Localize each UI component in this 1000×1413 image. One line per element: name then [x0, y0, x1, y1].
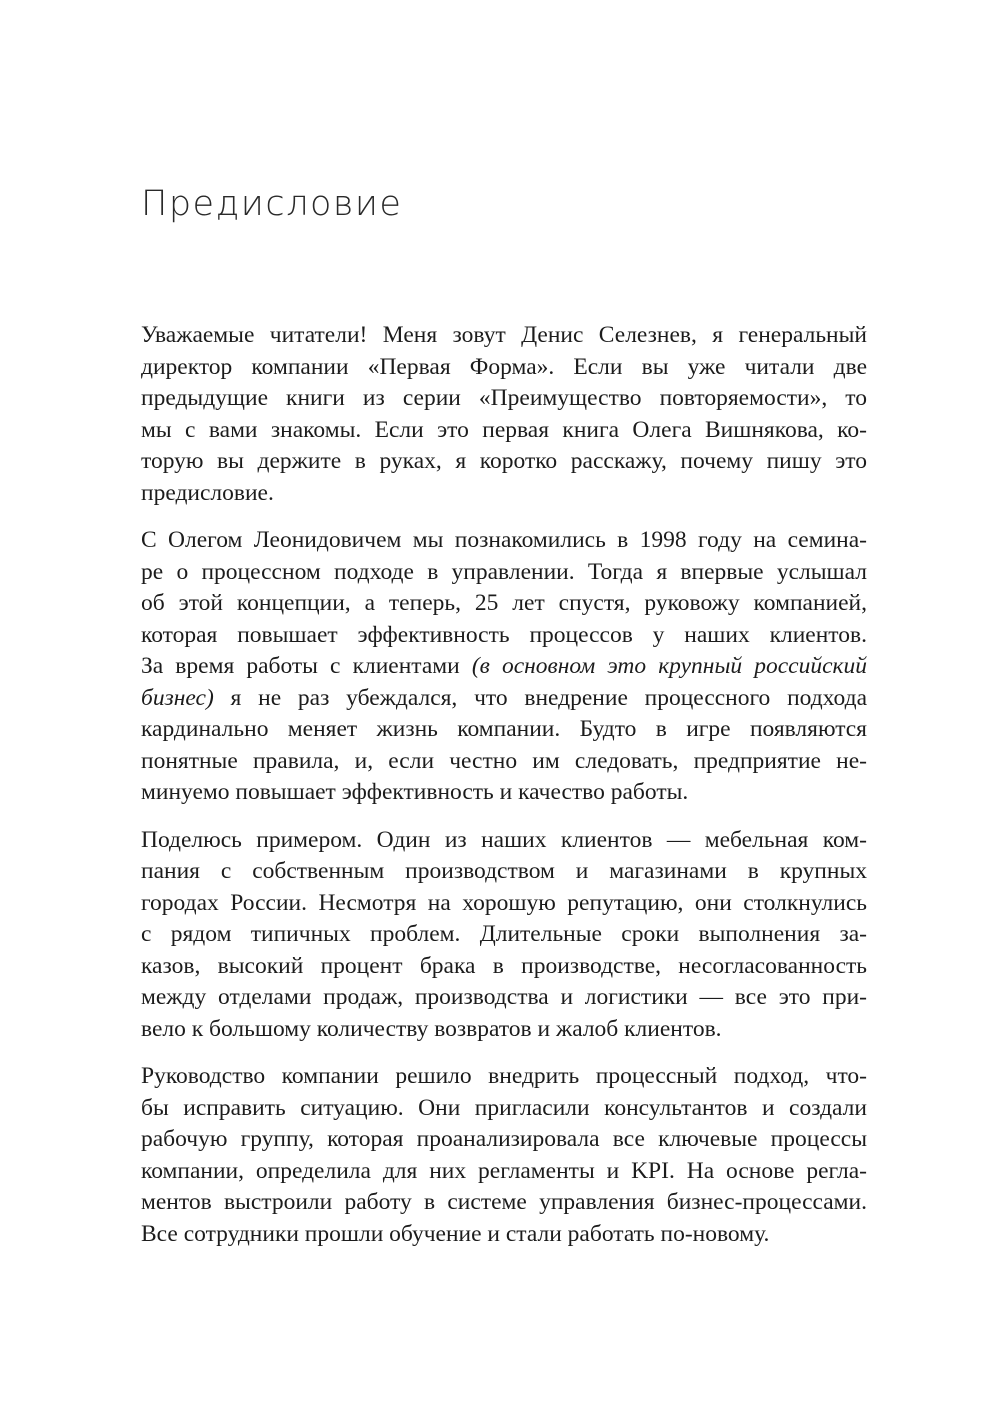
- text-line: об этой концепции, а теперь, 25 лет спустя, руковожу компанией,: [141, 590, 867, 616]
- text-line: казов, высокий процент брака в производстве, несогласованность: [141, 952, 867, 979]
- text-line: предисловие.: [141, 479, 274, 506]
- text-line: Все сотрудники прошли обучение и стали работать по-новому.: [141, 1220, 770, 1247]
- text-line: ре о процессном подходе в управлении. Тогда я впервые услышал: [141, 558, 867, 585]
- text-line: кардинально меняет жизнь компании. Будто в игре появляются: [141, 716, 867, 742]
- text-line: [141, 683, 867, 715]
- paragraph-3: [141, 825, 867, 1046]
- text-fragment: я не раз убеждался, что внедрение процессного подхода: [213, 684, 867, 711]
- italic-fragment: (в основном это крупный российский: [471, 653, 867, 679]
- page-title: Предисловие: [141, 184, 403, 224]
- text-line: директор компании «Первая Форма». Если вы уже читали две: [141, 353, 867, 380]
- text-line: мы с вами знакомы. Если это первая книга Олега Вишнякова, ко-: [141, 416, 867, 443]
- text-line: Руководство компании решило внедрить процессный подход, что-: [141, 1063, 867, 1089]
- text-line: городах России. Несмотря на хорошую репутацию, они столкнулись: [141, 889, 867, 916]
- text-line: Уважаемые читатели! Меня зовут Денис Селезнев, я генеральный: [141, 322, 867, 348]
- text-line: торую вы держите в руках, я коротко расскажу, почему пишу это: [141, 448, 867, 474]
- paragraph-1: [141, 320, 867, 509]
- italic-fragment-end: бизнес): [141, 684, 214, 711]
- text-line: между отделами продаж, производства и логистики — все это при-: [141, 984, 867, 1010]
- paragraph-2: [141, 525, 867, 809]
- text-line: которая повышает эффективность процессов у наших клиентов.: [141, 621, 867, 648]
- text-line: [141, 651, 867, 683]
- text-line: С Олегом Леонидовичем мы познакомились в 1998 году на семина-: [141, 527, 867, 553]
- text-line: компании, определила для них регламенты и KPI. На основе регла-: [141, 1157, 867, 1184]
- body-text: [141, 320, 867, 1266]
- text-line: с рядом типичных проблем. Длительные сроки выполнения за-: [141, 921, 867, 947]
- text-line: ментов выстроили работу в системе управления бизнес-процессами.: [141, 1189, 867, 1215]
- paragraph-4: [141, 1061, 867, 1250]
- text-fragment: За время работы с клиентами: [141, 653, 472, 679]
- text-line: предыдущие книги из серии «Преимущество повторяемости», то: [141, 385, 867, 411]
- text-line: минуемо повышает эффективность и качество работы.: [141, 779, 689, 805]
- text-line: пания с собственным производством и магазинами в крупных: [141, 858, 867, 884]
- text-line: Поделюсь примером. Один из наших клиентов — мебельная ком-: [141, 826, 867, 853]
- text-line: бы исправить ситуацию. Они пригласили консультантов и создали: [141, 1094, 867, 1121]
- text-line: вело к большому количеству возвратов и жалоб клиентов.: [141, 1015, 722, 1042]
- text-line: рабочую группу, которая проанализировала все ключевые процессы: [141, 1126, 867, 1152]
- text-line: понятные правила, и, если честно им следовать, предприятие не-: [141, 747, 867, 774]
